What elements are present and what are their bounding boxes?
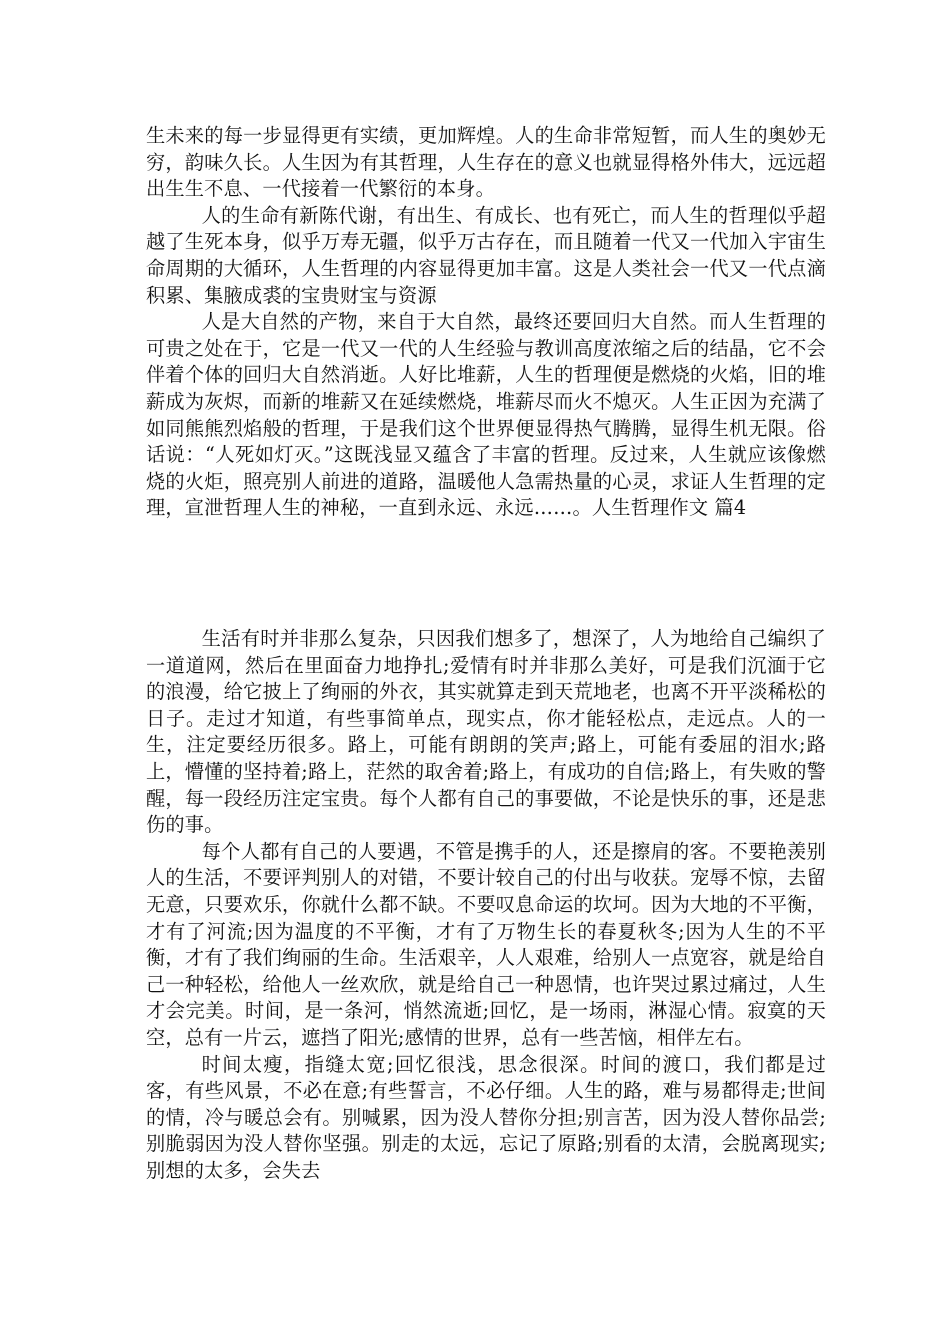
paragraph: 生活有时并非那么复杂，只因我们想多了，想深了，人为地给自己编织了一道道网，然后在里面奋力地挣扎;爱情有时并非那么美好，可是我们沉湎于它的浪漫，给它披上了绚丽的外衣，其实就算走到天荒地老，也离不开平淡稀松的日子。走过才知道，有些事简单点，现实点，你才能轻松点，走远点。人的一生，注定要经历很多。路上，可能有朗朗的笑声;路上，可能有委屈的泪水;路上，懵懂的坚持着;路上，茫然的取舍着;路上，有成功的自信;路上，有失败的警醒，每一段经历注定宝贵。每个人都有自己的事要做，不论是快乐的事，还是悲伤的事。 <box>146 627 826 837</box>
text-section-lower <box>146 626 826 1184</box>
paragraph: 时间太瘦，指缝太宽;回忆很浅，思念很深。时间的渡口，我们都是过客，有些风景，不必在意;有些誓言，不必仔细。人生的路，难与易都得走;世间的情，冷与暖总会有。别喊累，因为没人替你分担;别言苦，因为没人替你品尝;别脆弱因为没人替你坚强。别走的太远，忘记了原路;别看的太清，会脱离现实;别想的太多，会失去 <box>146 1052 826 1182</box>
paragraph: 每个人都有自己的人要遇，不管是携手的人，还是擦肩的客。不要艳羡别人的生活，不要评判别人的对错，不要计较自己的付出与收获。宠辱不惊，去留无意，只要欢乐，你就什么都不缺。不要叹息命运的坎坷。因为大地的不平衡，才有了河流;因为温度的不平衡，才有了万物生长的春夏秋冬;因为人生的不平衡，才有了我们绚丽的生命。生活艰辛，人人艰难，给别人一点宽容，就是给自己一种轻松，给他人一丝欢欣，就是给自己一种恩情，也许哭过累过痛过，人生才会完美。时间，是一条河，悄然流逝;回忆，是一场雨，淋湿心情。寂寞的天空，总有一片云，遮挡了阳光;感情的世界，总有一些苦恼，相伴左右。 <box>146 839 826 1049</box>
paragraph: 人是大自然的产物，来自于大自然，最终还要回归大自然。而人生哲理的可贵之处在于，它是一代又一代的人生经验与教训高度浓缩之后的结晶，它不会伴着个体的回归大自然消逝。人好比堆薪，人生的哲理便是燃烧的火焰，旧的堆薪成为灰烬，而新的堆薪又在延续燃烧，堆薪尽而火不熄灭。人生正因为充满了如同熊熊烈焰般的哲理，于是我们这个世界便显得热气腾腾，显得生机无限。俗话说：“人死如灯灭。”这既浅显又蕴含了丰富的哲理。反过来，人生就应该像燃烧的火炬，照亮别人前进的道路，温暖他人急需热量的心灵，求证人生哲理的定理，宣泄哲理人生的神秘，一直到永远、永远……。人生哲理作文 篇4 <box>146 310 826 520</box>
paragraph-continuation: 生未来的每一步显得更有实绩，更加辉煌。人的生命非常短暂，而人生的奥妙无穷，韵味久长。人生因为有其哲理，人生存在的意义也就显得格外伟大，远远超出生生不息、一代接着一代繁衍的本身。 <box>146 124 826 201</box>
text-section-upper <box>146 123 826 522</box>
paragraph: 人的生命有新陈代谢，有出生、有成长、也有死亡，而人生的哲理似乎超越了生死本身，似乎万寿无疆，似乎万古存在，而且随着一代又一代加入宇宙生命周期的大循环，人生哲理的内容显得更加丰富。这是人类社会一代又一代点滴积累、集腋成裘的宝贵财宝与资源 <box>146 203 826 307</box>
